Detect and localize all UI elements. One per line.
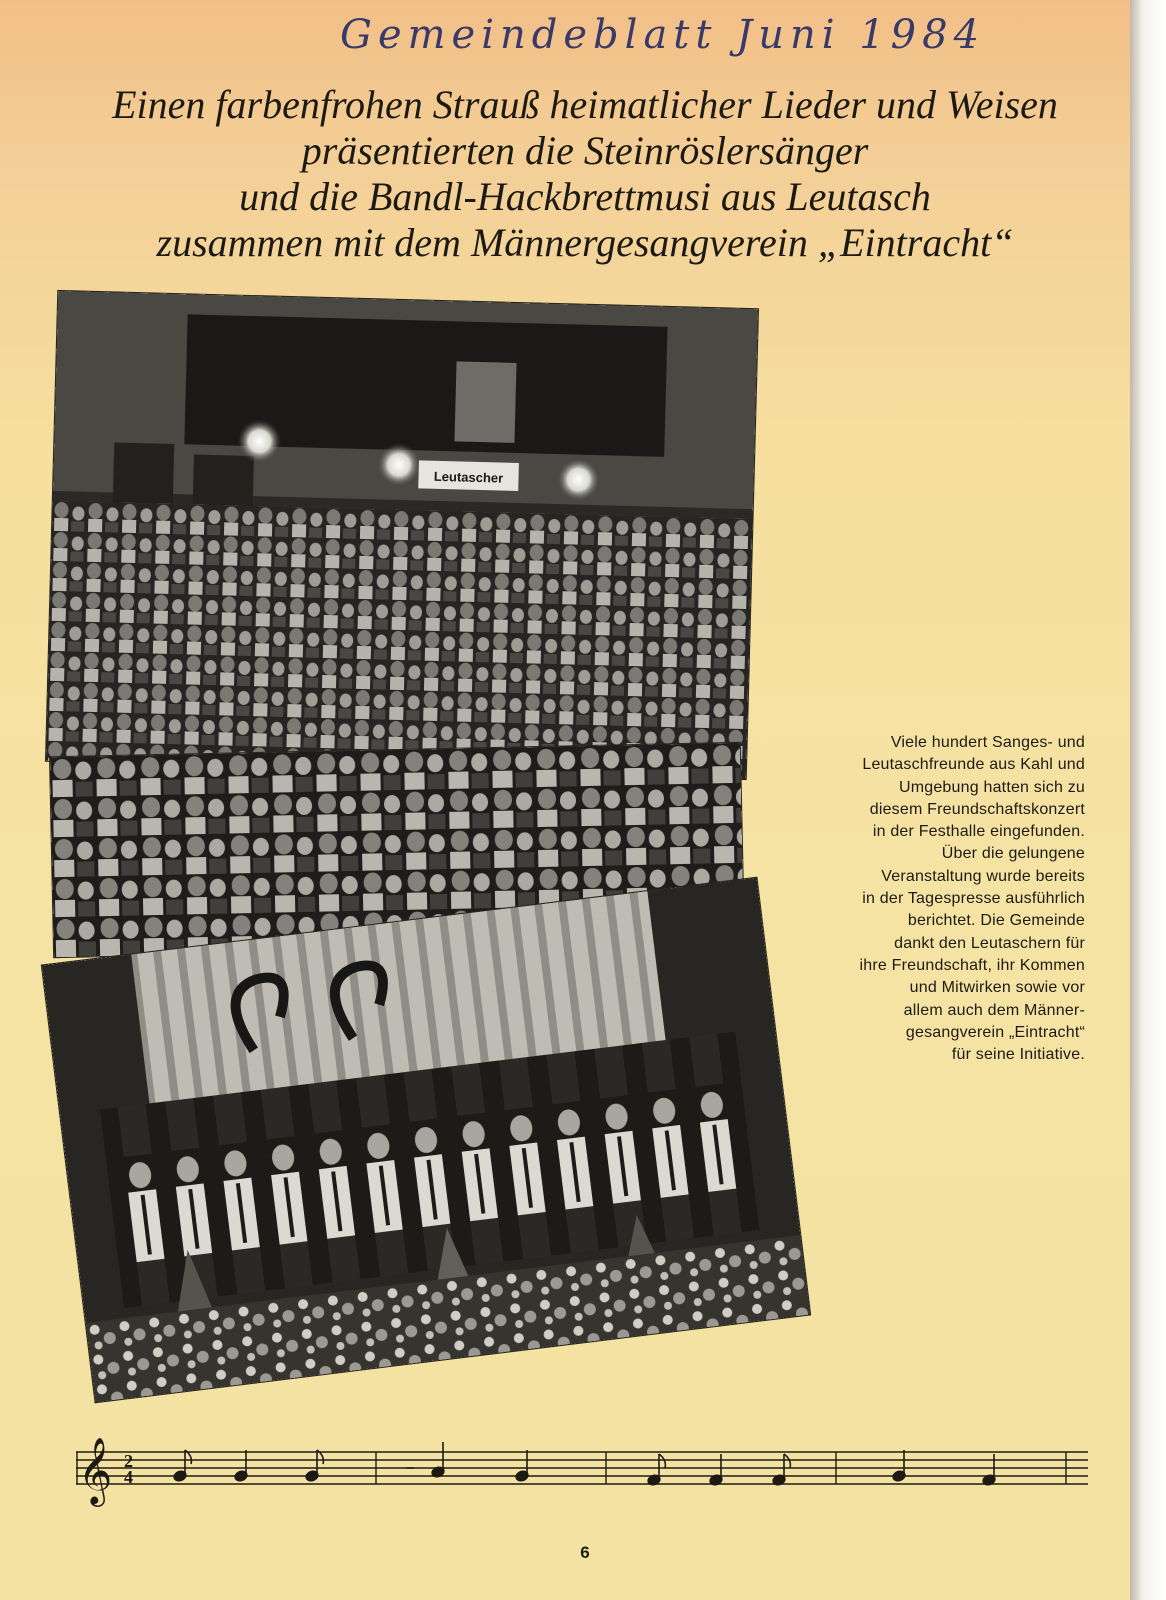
- caption-line: ihre Freundschaft, ihr Kommen: [859, 956, 1085, 974]
- caption-line: Veranstaltung wurde bereits: [881, 867, 1085, 885]
- caption-line: berichtet. Die Gemeinde: [907, 912, 1085, 930]
- handwritten-note: Gemeindeblatt Juni 1984: [340, 12, 986, 58]
- caption-line: gesangverein „Eintracht“: [905, 1023, 1085, 1041]
- scan-edge: [1130, 0, 1166, 1600]
- choir-stage-image: [42, 878, 810, 1402]
- headline-line: und die Bandl-Hackbrettmusi aus Leutasch: [239, 174, 931, 219]
- caption-line: dankt den Leutaschern für: [894, 934, 1085, 952]
- caption-line: in der Festhalle eingefunden.: [872, 823, 1085, 841]
- headline-line: zusammen mit dem Männergesangverein „Eintracht“: [156, 220, 1014, 265]
- caption-line: Über die gelungene: [941, 845, 1085, 863]
- photo-caption: [780, 732, 1085, 1066]
- audience-hall-image: [46, 291, 758, 779]
- caption-line: allem auch dem Männer-: [903, 1001, 1085, 1019]
- caption-line: Umgebung hatten sich zu: [898, 778, 1085, 796]
- headline-line: präsentierten die Steinröslersänger: [301, 128, 869, 173]
- headline: [60, 82, 1110, 266]
- photo-audience-hall: [46, 291, 758, 779]
- caption-line: in der Tagespresse ausführlich: [862, 890, 1085, 908]
- music-staff: [76, 1438, 1088, 1528]
- treble-clef-icon: 𝄞: [78, 1438, 113, 1504]
- page-number: 6: [580, 1543, 590, 1562]
- headline-line: Einen farbenfrohen Strauß heimatlicher Lieder und Weisen: [112, 82, 1058, 127]
- caption-line: und Mitwirken sowie vor: [909, 979, 1085, 997]
- caption-line: Leutaschfreunde aus Kahl und: [862, 756, 1085, 774]
- caption-line: für seine Initiative.: [951, 1046, 1085, 1064]
- caption-line: diesem Freundschaftskonzert: [869, 800, 1085, 818]
- time-signature-top: 2: [124, 1451, 133, 1471]
- time-signature-bottom: 4: [124, 1467, 133, 1487]
- caption-line: Viele hundert Sanges- und: [890, 734, 1085, 751]
- hall-banner-text: Leutascher: [433, 468, 504, 486]
- photo-choir-stage: [42, 878, 810, 1402]
